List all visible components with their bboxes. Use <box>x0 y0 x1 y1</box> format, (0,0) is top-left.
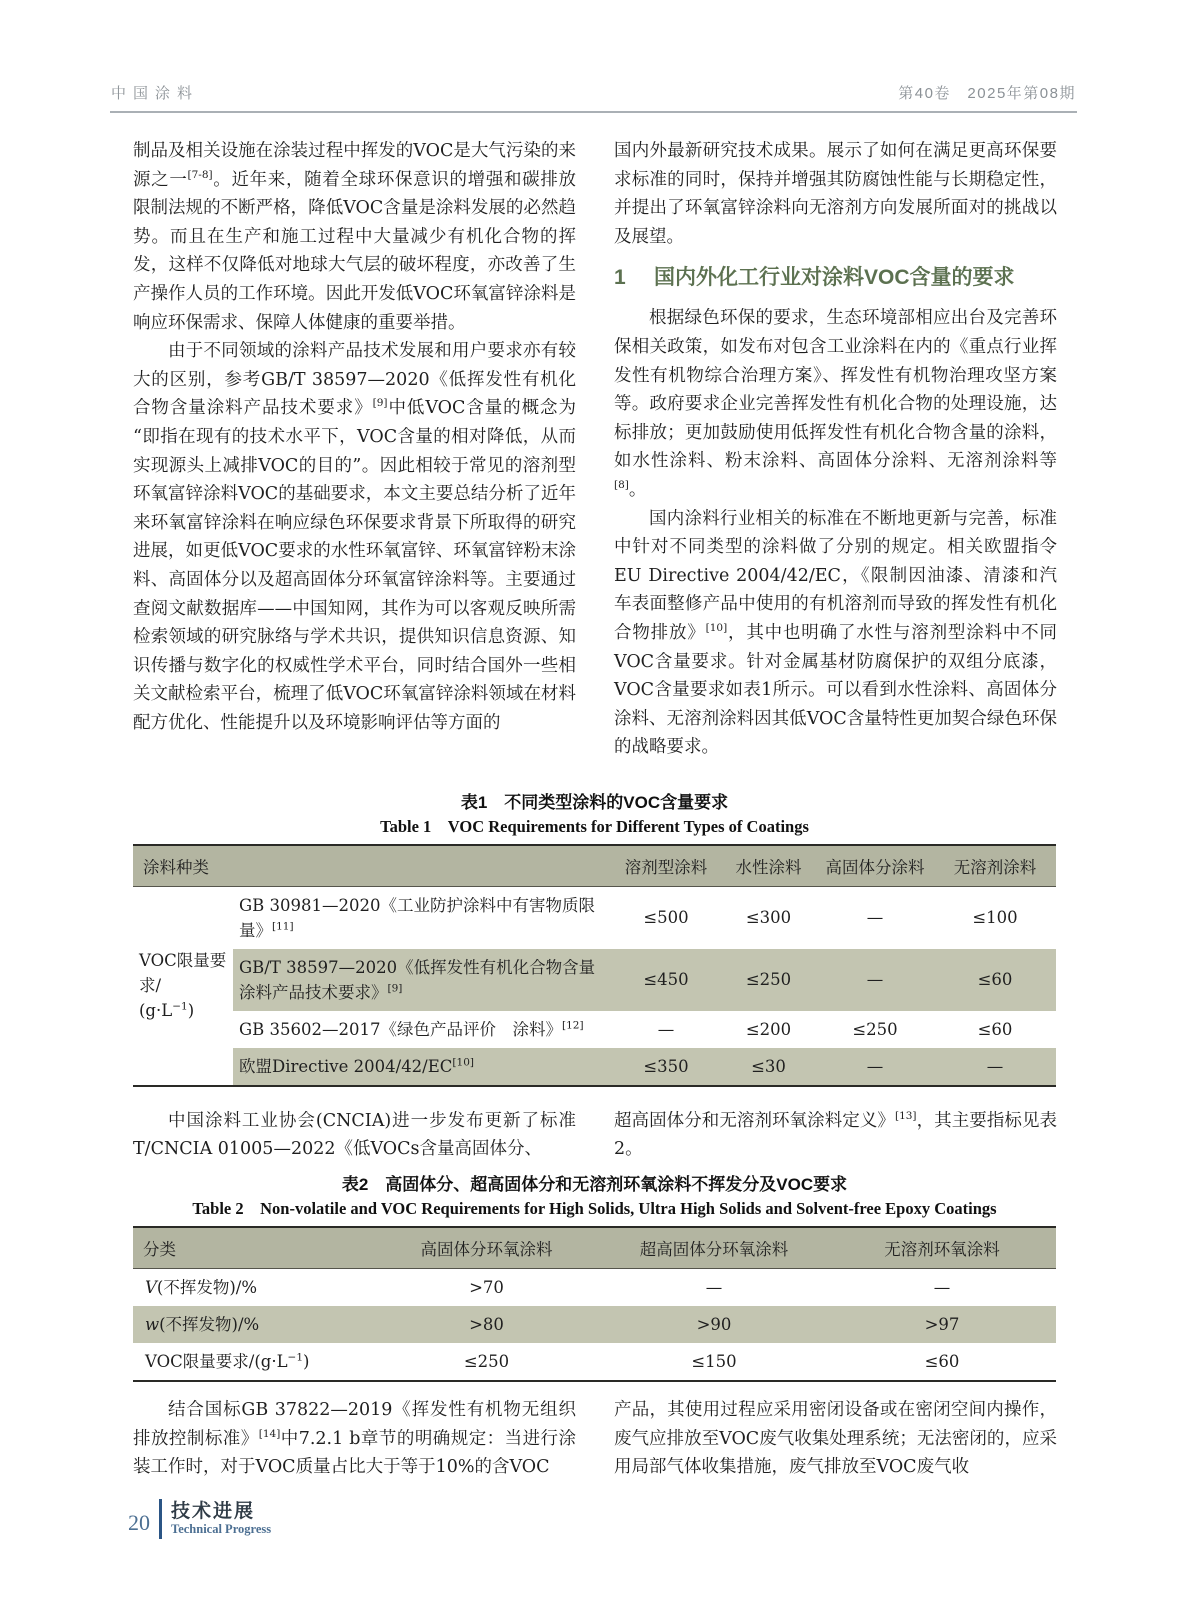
row-label <box>133 1269 373 1307</box>
value-cell: — <box>705 1278 723 1298</box>
column-header-solvent-free: 无溶剂涂料 <box>934 845 1056 887</box>
paragraph <box>133 1107 576 1164</box>
page-footer <box>128 1499 271 1539</box>
paragraph <box>133 337 576 737</box>
mid-columns <box>133 1107 1056 1164</box>
issue-info: 第40卷 2025年第08期 <box>898 85 1076 102</box>
paragraph-text: 结合国标GB 37822—2019《挥发性有机物无组织排放控制标准》 <box>133 1400 576 1449</box>
table2-section <box>133 1174 1056 1382</box>
table-header-row <box>133 1227 1056 1269</box>
voc-requirements-table <box>133 844 1056 1087</box>
standard-name-text: GB/T 38597—2020《低挥发性有机化合物含量涂料产品技术要求》 <box>239 957 596 1002</box>
value-cell: — <box>866 908 884 928</box>
running-head <box>111 0 1076 103</box>
value-cell: >70 <box>469 1278 504 1298</box>
standard-name-text: 欧盟Directive 2004/42/EC <box>239 1056 453 1076</box>
value-cell: — <box>933 1278 951 1298</box>
value-cell: ≤450 <box>611 949 721 1011</box>
table-row <box>133 1011 1056 1048</box>
value-cell: ≤150 <box>691 1352 737 1372</box>
column-header-high-solids-epoxy: 高固体分环氧涂料 <box>373 1227 600 1269</box>
table-row <box>133 1048 1056 1086</box>
citation-ref: [7-8] <box>187 168 213 181</box>
row-label <box>133 1306 373 1343</box>
value-cell: — <box>816 949 934 1011</box>
non-volatile-voc-table <box>133 1226 1056 1382</box>
voc-limit-group-label <box>133 886 233 1086</box>
value-cell: — <box>657 1019 675 1039</box>
table2-caption-zh: 表2 高固体分、超高固体分和无溶剂环氧涂料不挥发分及VOC要求 <box>341 1175 848 1195</box>
citation-ref: [11] <box>272 920 294 933</box>
column-header-waterborne: 水性涂料 <box>721 845 816 887</box>
footer-section-block <box>171 1501 271 1537</box>
citation-ref: [10] <box>705 622 728 635</box>
value-cell: ≤300 <box>745 908 792 928</box>
column-left <box>133 137 576 762</box>
row-label-close: ) <box>303 1352 310 1372</box>
table-header-row <box>133 845 1056 887</box>
paragraph-text: ，其中也明确了水性与溶剂型涂料中不同VOC含量要求。针对金属基材防腐保护的双组分底漆，VOC含量要求如表1所示。可以看到水性涂料、高固体分涂料、无溶剂涂料因其低VOC含量特性更加契合绿色环保的战略要求。 <box>614 622 1058 758</box>
column-header-solvent-free-epoxy: 无溶剂环氧涂料 <box>828 1227 1056 1269</box>
section-heading <box>614 263 1057 292</box>
citation-ref: [13] <box>894 1110 917 1123</box>
paragraph <box>614 1107 1057 1164</box>
paragraph-text: 中低VOC含量的概念为“即指在现有的技术水平下，VOC含量的相对降低，从而实现源头上减排VOC的目的”。因此相较于常见的溶剂型环氧富锌涂料VOC的基础要求，本文主要总结分析了近年来环氧富锌涂料在响应绿色环保要求背景下所取得的研究进展，如更低VOC要求的水性环氧富锌、环氧富锌粉末涂料、高固体分以及超高固体分环氧富锌涂料等。主要通过查阅文献数据库——中国知网，其作为可以客观反映所需检索领域的研究脉络与学术共识，提供知识信息资源、知识传播与数字化的权威性学术平台，同时结合国外一些相关文献检索平台，梳理了低VOC环氧富锌涂料领域在材料配方优化、性能提升以及环境影响评估等方面的 <box>133 398 576 733</box>
row-label-text: VOC限量要求/(g·L <box>145 1352 288 1372</box>
paragraph-text: 。 <box>628 479 647 500</box>
standard-name <box>233 886 611 949</box>
paragraph <box>614 304 1057 504</box>
unit-exponent: −1 <box>287 1351 304 1364</box>
value-cell: ≤350 <box>611 1048 721 1086</box>
bottom-columns <box>133 1396 1056 1482</box>
paragraph-text: 由于不同领域的涂料产品技术发展和用户要求亦有较大的区别，参考GB/T 38597—2020《低挥发性有机化合物含量涂料产品技术要求》 <box>133 341 576 419</box>
value-cell: — <box>934 1048 1056 1086</box>
value-cell: ≤500 <box>643 908 689 928</box>
value-cell: ≤60 <box>977 1019 1013 1039</box>
group-label-line1: VOC限量要求/ <box>139 951 227 996</box>
top-columns <box>133 137 1056 762</box>
column-header-solvent: 溶剂型涂料 <box>611 845 721 887</box>
table-row <box>133 1306 1056 1343</box>
column-left <box>133 1107 576 1164</box>
standard-name <box>233 949 611 1011</box>
table2-caption-en: Table 2 Non-volatile and VOC Requirements for High Solids, Ultra High Solids and Solvent-free Epoxy Coatings <box>192 1199 997 1219</box>
value-cell: ≤200 <box>745 1019 792 1039</box>
column-header-high-solids: 高固体分涂料 <box>816 845 934 887</box>
table-row <box>133 1343 1056 1381</box>
paragraph-text: 国内外最新研究技术成果。展示了如何在满足更高环保要求标准的同时，保持并增强其防腐蚀性能与长期稳定性，并提出了环氧富锌涂料向无溶剂方向发展所面对的挑战以及展望。 <box>614 141 1057 247</box>
row-label-text: (不挥发物)/% <box>156 1278 258 1298</box>
citation-ref: [8] <box>614 479 629 492</box>
paragraph <box>614 1396 1057 1482</box>
standard-name-text: GB 30981—2020《工业防护涂料中有害物质限量》 <box>239 895 596 940</box>
paragraph <box>614 505 1057 762</box>
column-header-class: 分类 <box>133 1227 373 1269</box>
table-row <box>133 949 1056 1011</box>
value-cell: ≤250 <box>463 1352 510 1372</box>
symbol-italic: V <box>145 1278 157 1298</box>
paragraph <box>614 137 1057 251</box>
column-right <box>614 1107 1057 1164</box>
journal-title: 中国涂料 <box>111 85 200 102</box>
paragraph-text: 制品及相关设施在涂装过程中挥发的VOC是大气污染的来源之一 <box>133 141 576 190</box>
paragraph-text: 中国涂料工业协会(CNCIA)进一步发布更新了标准T/CNCIA 01005—2022《低VOCs含量高固体分、 <box>133 1110 576 1160</box>
paragraph-text: 。近年来，随着全球环保意识的增强和碳排放限制法规的不断严格，降低VOC含量是涂料发展的必然趋势。而且在生产和施工过程中大量减少有机化合物的挥发，这样不仅降低对地球大气层的破坏程度，亦改善了生产操作人员的工作环境。因此开发低VOC环氧富锌涂料是响应环保需求、保障人体健康的重要举措。 <box>133 169 577 333</box>
table-row <box>133 886 1056 949</box>
footer-section-en: Technical Progress <box>171 1522 272 1536</box>
symbol-italic: w <box>145 1315 160 1335</box>
standard-name <box>233 1011 611 1048</box>
unit-exponent: −1 <box>172 1000 188 1013</box>
value-cell: ≤60 <box>934 949 1056 1011</box>
column-header-category: 涂料种类 <box>133 845 611 887</box>
citation-ref: [14] <box>258 1427 281 1440</box>
paragraph <box>133 137 576 337</box>
citation-ref: [10] <box>452 1056 474 1069</box>
paragraph-text: 国内涂料行业相关的标准在不断地更新与完善，标准中针对不同类型的涂料做了分别的规定。相关欧盟指令EU Directive 2004/42/EC，《限制因油漆、清漆和汽车表面整修产品中使用的有机溶剂而导致的挥发性有机化合物排放》 <box>614 508 1057 643</box>
paragraph-text: 中7.2.1 b章节的明确规定：当进行涂装工作时，对于VOC质量占比大于等于10%的含VOC <box>133 1428 577 1478</box>
value-cell: >90 <box>600 1306 828 1343</box>
table1-caption-zh: 表1 不同类型涂料的VOC含量要求 <box>460 792 729 812</box>
paragraph-text: ，其主要指标见表2。 <box>614 1110 1058 1160</box>
paragraph-text: 根据绿色环保的要求，生态环境部相应出台及完善环保相关政策，如发布对包含工业涂料在内的《重点行业挥发性有机物综合治理方案》、挥发性有机物治理攻坚方案等。政府要求企业完善挥发性有机化合物的处理设施，达标排放；更加鼓励使用低挥发性有机化合物含量的涂料，如水性涂料、粉末涂料、高固体分涂料、无溶剂涂料等 <box>614 308 1057 472</box>
section-title: 国内外化工行业对涂料VOC含量的要求 <box>654 266 1015 290</box>
paragraph <box>133 1396 576 1482</box>
row-label-text: (不挥发物)/% <box>159 1315 260 1335</box>
standard-name <box>233 1048 611 1086</box>
section-number: 1 <box>614 266 626 290</box>
citation-ref: [9] <box>372 397 388 410</box>
value-cell: >97 <box>828 1306 1056 1343</box>
value-cell: ≤30 <box>721 1048 816 1086</box>
table1-caption-en: Table 1 VOC Requirements for Different Types of Coatings <box>380 816 809 836</box>
column-left <box>133 1396 576 1482</box>
value-cell: ≤250 <box>852 1019 898 1039</box>
standard-name-text: GB 35602—2017《绿色产品评价 涂料》 <box>239 1019 563 1039</box>
column-header-ultra-high-solids-epoxy: 超高固体分环氧涂料 <box>600 1227 828 1269</box>
group-label-close: ) <box>187 1001 195 1021</box>
column-right <box>614 1396 1057 1482</box>
value-cell: ≤250 <box>721 949 816 1011</box>
footer-divider-bar <box>159 1499 162 1539</box>
value-cell: ≤100 <box>972 908 1018 928</box>
column-right <box>614 137 1057 762</box>
citation-ref: [12] <box>562 1019 584 1032</box>
row-label <box>133 1343 373 1381</box>
header-rule <box>110 111 1077 113</box>
group-label-line2: (g·L <box>139 1001 173 1021</box>
footer-section-zh: 技术进展 <box>171 1501 256 1522</box>
paragraph-text: 产品，其使用过程应采用密闭设备或在密闭空间内操作，废气应排放至VOC废气收集处理系统；无法密闭的，应采用局部气体收集措施，废气排放至VOC废气收 <box>614 1400 1057 1478</box>
value-cell: >80 <box>373 1306 600 1343</box>
value-cell: — <box>816 1048 934 1086</box>
table1-section <box>133 792 1056 1087</box>
paragraph-text: 超高固体分和无溶剂环氧涂料定义》 <box>614 1110 895 1131</box>
page-number: 20 <box>128 1510 150 1535</box>
value-cell: ≤60 <box>924 1352 960 1372</box>
table-row <box>133 1269 1056 1307</box>
citation-ref: [9] <box>387 982 403 995</box>
